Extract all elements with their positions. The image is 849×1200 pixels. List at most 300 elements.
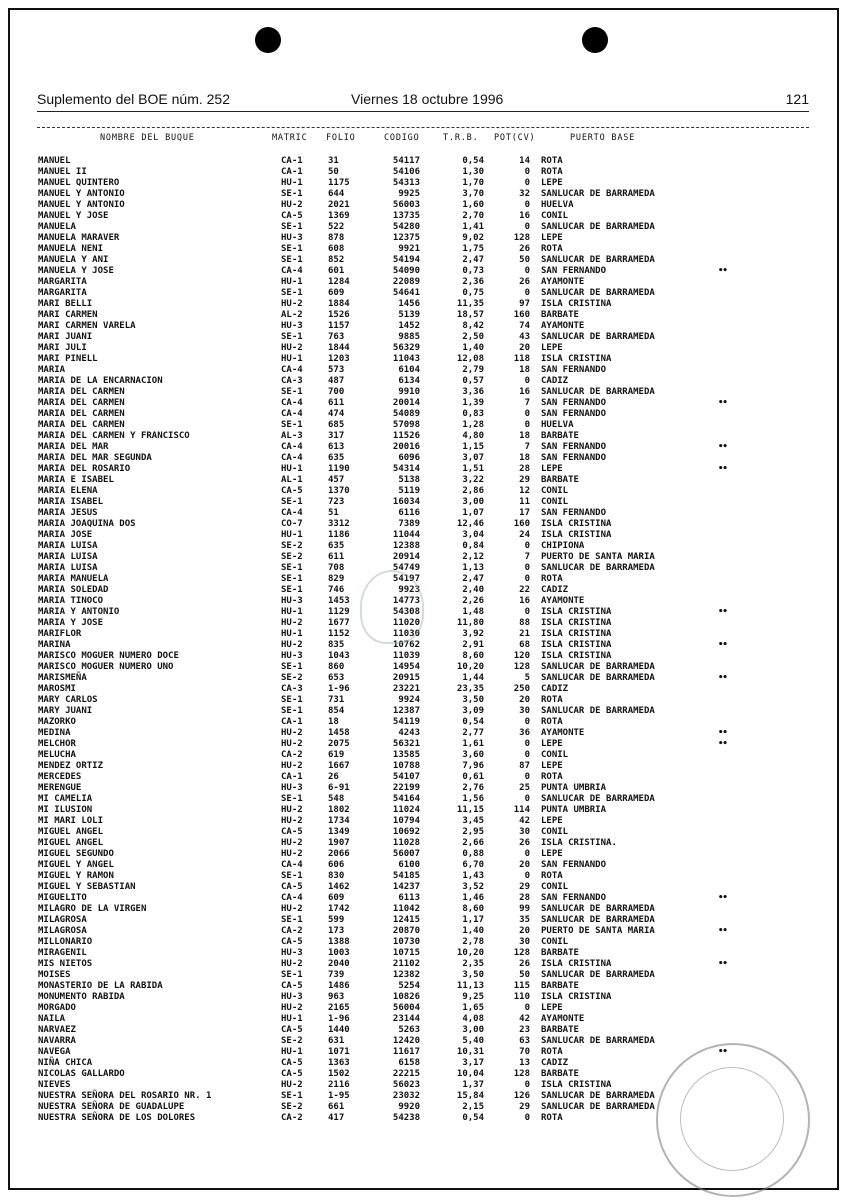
- trb: 2,26: [462, 596, 484, 606]
- vessel-name: MARIA ELENA: [38, 486, 98, 496]
- codigo: 54197: [392, 574, 420, 584]
- matric: CA-1: [281, 717, 303, 727]
- codigo: 9885: [398, 332, 420, 342]
- trb: 3,17: [462, 1058, 484, 1068]
- matric: CA-4: [281, 893, 303, 903]
- codigo: 6100: [398, 860, 420, 870]
- table-row: [0, 607, 849, 618]
- puerto-base: BARBATE: [541, 310, 579, 320]
- table-row: [0, 717, 849, 728]
- trb: 3,70: [462, 189, 484, 199]
- codigo: 12388: [392, 541, 420, 551]
- vessel-name: MARIFLOR: [38, 629, 82, 639]
- vessel-name: NARVAEZ: [38, 1025, 76, 1035]
- trb: 0,83: [462, 409, 484, 419]
- vessel-name: MERENGUE: [38, 783, 82, 793]
- table-row: [0, 728, 849, 739]
- vessel-name: MARI CARMEN: [38, 310, 98, 320]
- trb: 1,41: [462, 222, 484, 232]
- table-row: [0, 431, 849, 442]
- codigo: 23032: [392, 1091, 420, 1101]
- puerto-base: AYAMONTE: [541, 596, 585, 606]
- folio: 1157: [328, 321, 350, 331]
- matric: CA-4: [281, 860, 303, 870]
- codigo: 12382: [392, 970, 420, 980]
- table-row: [0, 211, 849, 222]
- codigo: 56003: [392, 200, 420, 210]
- trb: 1,15: [462, 442, 484, 452]
- pot: 88: [519, 618, 530, 628]
- codigo: 54238: [392, 1113, 420, 1123]
- vessel-name: MARGARITA: [38, 288, 87, 298]
- trb: 3,07: [462, 453, 484, 463]
- vessel-name: NAVEGA: [38, 1047, 71, 1057]
- pot: 25: [519, 783, 530, 793]
- puerto-base: CHIPIONA: [541, 541, 585, 551]
- table-row: [0, 882, 849, 893]
- folio: 1003: [328, 948, 350, 958]
- matric: HU-2: [281, 728, 303, 738]
- pot: 0: [524, 376, 530, 386]
- vessel-table: [0, 156, 849, 1124]
- table-row: [0, 695, 849, 706]
- folio: 609: [328, 893, 345, 903]
- table-row: [0, 178, 849, 189]
- puerto-base: SANLUCAR DE BARRAMEDA: [541, 563, 655, 573]
- matric: CA-5: [281, 211, 303, 221]
- pot: 160: [513, 519, 530, 529]
- matric: SE-2: [281, 673, 303, 683]
- matric: SE-1: [281, 189, 303, 199]
- marker: ••: [718, 959, 727, 969]
- table-row: [0, 398, 849, 409]
- marker: ••: [718, 728, 727, 738]
- puerto-base: SANLUCAR DE BARRAMEDA: [541, 288, 655, 298]
- folio: 1802: [328, 805, 350, 815]
- pot: 36: [519, 728, 530, 738]
- trb: 3,09: [462, 706, 484, 716]
- folio: 878: [328, 233, 345, 243]
- marker: ••: [718, 607, 727, 617]
- vessel-name: MARIA Y JOSE: [38, 618, 104, 628]
- pot: 128: [513, 948, 530, 958]
- pot: 128: [513, 233, 530, 243]
- matric: SE-1: [281, 420, 303, 430]
- folio: 1370: [328, 486, 350, 496]
- trb: 9,25: [462, 992, 484, 1002]
- puerto-base: BARBATE: [541, 475, 579, 485]
- table-row: [0, 970, 849, 981]
- codigo: 56321: [392, 739, 420, 749]
- folio: 1203: [328, 354, 350, 364]
- table-row: [0, 1003, 849, 1014]
- table-row: [0, 772, 849, 783]
- trb: 3,45: [462, 816, 484, 826]
- matric: HU-2: [281, 1003, 303, 1013]
- matric: HU-3: [281, 233, 303, 243]
- pot: 28: [519, 464, 530, 474]
- table-row: [0, 618, 849, 629]
- puerto-base: LEPE: [541, 178, 563, 188]
- pot: 32: [519, 189, 530, 199]
- puerto-base: CONIL: [541, 827, 569, 837]
- codigo: 10762: [392, 640, 420, 650]
- matric: SE-1: [281, 387, 303, 397]
- trb: 10,20: [456, 948, 484, 958]
- pot: 87: [519, 761, 530, 771]
- pot: 7: [524, 442, 530, 452]
- pot: 250: [513, 684, 530, 694]
- trb: 2,50: [462, 332, 484, 342]
- trb: 3,50: [462, 695, 484, 705]
- vessel-name: MIGUEL Y SEBASTIAN: [38, 882, 136, 892]
- table-row: [0, 376, 849, 387]
- pot: 16: [519, 211, 530, 221]
- codigo: 9925: [398, 189, 420, 199]
- puerto-base: ROTA: [541, 695, 563, 705]
- puerto-base: CADIZ: [541, 1058, 569, 1068]
- trb: 1,30: [462, 167, 484, 177]
- table-row: [0, 343, 849, 354]
- pot: 0: [524, 178, 530, 188]
- matric: CA-3: [281, 376, 303, 386]
- trb: 1,75: [462, 244, 484, 254]
- vessel-name: NUESTRA SEÑORA DE LOS DOLORES: [38, 1113, 196, 1123]
- pot: 23: [519, 1025, 530, 1035]
- codigo: 23221: [392, 684, 420, 694]
- folio: 2075: [328, 739, 350, 749]
- table-row: [0, 849, 849, 860]
- vessel-name: MARIA JOSE: [38, 530, 93, 540]
- trb: 1,56: [462, 794, 484, 804]
- folio: 1742: [328, 904, 350, 914]
- table-row: [0, 255, 849, 266]
- vessel-name: NICOLAS GALLARDO: [38, 1069, 125, 1079]
- puerto-base: ROTA: [541, 717, 563, 727]
- folio: 2021: [328, 200, 350, 210]
- trb: 10,04: [456, 1069, 484, 1079]
- pot: 24: [519, 530, 530, 540]
- puerto-base: ROTA: [541, 574, 563, 584]
- pot: 128: [513, 662, 530, 672]
- marker: ••: [718, 739, 727, 749]
- vessel-name: MANUEL Y ANTONIO: [38, 200, 125, 210]
- puerto-base: SANLUCAR DE BARRAMEDA: [541, 794, 655, 804]
- folio: 1-95: [328, 1091, 350, 1101]
- codigo: 54280: [392, 222, 420, 232]
- table-row: [0, 640, 849, 651]
- pot: 26: [519, 277, 530, 287]
- puerto-base: LEPE: [541, 1003, 563, 1013]
- pot: 68: [519, 640, 530, 650]
- folio: 31: [328, 156, 339, 166]
- matric: HU-2: [281, 838, 303, 848]
- trb: 1,46: [462, 893, 484, 903]
- vessel-name: MARIA DE LA ENCARNACION: [38, 376, 163, 386]
- matric: HU-3: [281, 992, 303, 1002]
- vessel-name: MI ILUSION: [38, 805, 93, 815]
- puerto-base: SANLUCAR DE BARRAMEDA: [541, 332, 655, 342]
- pot: 42: [519, 1014, 530, 1024]
- puerto-base: SANLUCAR DE BARRAMEDA: [541, 915, 655, 925]
- matric: CA-3: [281, 684, 303, 694]
- pot: 14: [519, 156, 530, 166]
- folio: 1284: [328, 277, 350, 287]
- pot: 43: [519, 332, 530, 342]
- matric: HU-1: [281, 530, 303, 540]
- matric: SE-1: [281, 662, 303, 672]
- codigo: 11020: [392, 618, 420, 628]
- puerto-base: SAN FERNANDO: [541, 442, 607, 452]
- puerto-base: SANLUCAR DE BARRAMEDA: [541, 1102, 655, 1112]
- codigo: 9924: [398, 695, 420, 705]
- pot: 97: [519, 299, 530, 309]
- matric: CA-4: [281, 409, 303, 419]
- marker: ••: [718, 442, 727, 452]
- puerto-base: SANLUCAR DE BARRAMEDA: [541, 1091, 655, 1101]
- codigo: 9921: [398, 244, 420, 254]
- puerto-base: LEPE: [541, 233, 563, 243]
- trb: 2,70: [462, 211, 484, 221]
- matric: HU-3: [281, 651, 303, 661]
- pot: 0: [524, 1113, 530, 1123]
- matric: CA-1: [281, 167, 303, 177]
- pot: 26: [519, 959, 530, 969]
- table-row: [0, 299, 849, 310]
- table-row: [0, 838, 849, 849]
- trb: 3,92: [462, 629, 484, 639]
- puerto-base: PUERTO DE SANTA MARIA: [541, 926, 655, 936]
- matric: CA-5: [281, 827, 303, 837]
- codigo: 22215: [392, 1069, 420, 1079]
- trb: 12,08: [456, 354, 484, 364]
- trb: 1,43: [462, 871, 484, 881]
- pot: 0: [524, 717, 530, 727]
- trb: 0,84: [462, 541, 484, 551]
- pot: 0: [524, 1080, 530, 1090]
- trb: 0,54: [462, 1113, 484, 1123]
- puerto-base: AYAMONTE: [541, 321, 585, 331]
- vessel-name: MIGUELITO: [38, 893, 87, 903]
- matric: SE-1: [281, 915, 303, 925]
- puerto-base: ISLA CRISTINA: [541, 1080, 612, 1090]
- matric: HU-1: [281, 178, 303, 188]
- folio: 739: [328, 970, 345, 980]
- matric: CA-1: [281, 156, 303, 166]
- codigo: 12420: [392, 1036, 420, 1046]
- folio: 317: [328, 431, 345, 441]
- codigo: 10730: [392, 937, 420, 947]
- matric: SE-2: [281, 552, 303, 562]
- matric: HU-2: [281, 1080, 303, 1090]
- punch-hole: [255, 27, 281, 53]
- codigo: 6104: [398, 365, 420, 375]
- puerto-base: LEPE: [541, 849, 563, 859]
- table-row: [0, 563, 849, 574]
- puerto-base: CADIZ: [541, 684, 569, 694]
- trb: 2,91: [462, 640, 484, 650]
- folio: 1388: [328, 937, 350, 947]
- trb: 1,17: [462, 915, 484, 925]
- trb: 2,47: [462, 574, 484, 584]
- codigo: 54089: [392, 409, 420, 419]
- codigo: 56329: [392, 343, 420, 353]
- trb: 2,78: [462, 937, 484, 947]
- folio: 609: [328, 288, 345, 298]
- pot: 30: [519, 706, 530, 716]
- pot: 11: [519, 497, 530, 507]
- folio: 854: [328, 706, 345, 716]
- codigo: 13735: [392, 211, 420, 221]
- pot: 22: [519, 585, 530, 595]
- table-row: [0, 486, 849, 497]
- folio: 763: [328, 332, 345, 342]
- folio: 830: [328, 871, 345, 881]
- folio: 474: [328, 409, 345, 419]
- matric: HU-1: [281, 629, 303, 639]
- puerto-base: LEPE: [541, 343, 563, 353]
- table-row: [0, 387, 849, 398]
- vessel-name: MILLONARIO: [38, 937, 93, 947]
- puerto-base: PUNTA UMBRIA: [541, 805, 607, 815]
- vessel-name: NUESTRA SEÑORA DEL ROSARIO NR. 1: [38, 1091, 212, 1101]
- folio: 601: [328, 266, 345, 276]
- table-row: [0, 530, 849, 541]
- official-stamp: [656, 1043, 810, 1197]
- pot: 35: [519, 915, 530, 925]
- puerto-base: ROTA: [541, 167, 563, 177]
- trb: 3,36: [462, 387, 484, 397]
- codigo: 54641: [392, 288, 420, 298]
- trb: 2,35: [462, 959, 484, 969]
- trb: 2,15: [462, 1102, 484, 1112]
- puerto-base: LEPE: [541, 464, 563, 474]
- table-row: [0, 475, 849, 486]
- trb: 3,50: [462, 970, 484, 980]
- folio: 1458: [328, 728, 350, 738]
- puerto-base: SAN FERNANDO: [541, 860, 607, 870]
- pot: 16: [519, 596, 530, 606]
- folio: 573: [328, 365, 345, 375]
- pot: 0: [524, 849, 530, 859]
- codigo: 54194: [392, 255, 420, 265]
- vessel-name: MARISMEÑA: [38, 673, 87, 683]
- codigo: 54308: [392, 607, 420, 617]
- pot: 20: [519, 695, 530, 705]
- table-row: [0, 816, 849, 827]
- trb: 2,95: [462, 827, 484, 837]
- trb: 1,28: [462, 420, 484, 430]
- trb: 1,07: [462, 508, 484, 518]
- puerto-base: ROTA: [541, 1047, 563, 1057]
- table-row: [0, 321, 849, 332]
- vessel-name: MARIA TINOCO: [38, 596, 104, 606]
- pot: 29: [519, 475, 530, 485]
- folio: 417: [328, 1113, 345, 1123]
- trb: 2,12: [462, 552, 484, 562]
- col-header-trb: T.R.B.: [443, 133, 479, 143]
- codigo: 54119: [392, 717, 420, 727]
- pot: 18: [519, 365, 530, 375]
- matric: CA-2: [281, 926, 303, 936]
- table-row: [0, 464, 849, 475]
- pot: 0: [524, 420, 530, 430]
- puerto-base: SANLUCAR DE BARRAMEDA: [541, 706, 655, 716]
- puerto-base: SAN FERNANDO: [541, 409, 607, 419]
- vessel-name: MARIA LUISA: [38, 552, 98, 562]
- puerto-base: LEPE: [541, 761, 563, 771]
- matric: HU-2: [281, 618, 303, 628]
- pot: 13: [519, 1058, 530, 1068]
- folio: 1667: [328, 761, 350, 771]
- puerto-base: ISLA CRISTINA: [541, 519, 612, 529]
- vessel-name: MARIA DEL ROSARIO: [38, 464, 131, 474]
- puerto-base: CONIL: [541, 937, 569, 947]
- folio: 619: [328, 750, 345, 760]
- puerto-base: PUNTA UMBRIA: [541, 783, 607, 793]
- vessel-name: MILAGRO DE LA VIRGEN: [38, 904, 147, 914]
- table-row: [0, 277, 849, 288]
- matric: SE-1: [281, 1091, 303, 1101]
- trb: 0,61: [462, 772, 484, 782]
- matric: HU-1: [281, 1014, 303, 1024]
- matric: CA-4: [281, 266, 303, 276]
- vessel-name: MARISCO MOGUER NUMERO UNO: [38, 662, 174, 672]
- folio: 1363: [328, 1058, 350, 1068]
- folio: 1502: [328, 1069, 350, 1079]
- vessel-name: MONASTERIO DE LA RABIDA: [38, 981, 163, 991]
- folio: 1129: [328, 607, 350, 617]
- codigo: 54313: [392, 178, 420, 188]
- table-row: [0, 156, 849, 167]
- codigo: 22089: [392, 277, 420, 287]
- trb: 1,44: [462, 673, 484, 683]
- pot: 0: [524, 222, 530, 232]
- trb: 11,80: [456, 618, 484, 628]
- puerto-base: ROTA: [541, 156, 563, 166]
- matric: HU-1: [281, 277, 303, 287]
- pot: 74: [519, 321, 530, 331]
- matric: CA-2: [281, 750, 303, 760]
- matric: CA-4: [281, 398, 303, 408]
- vessel-name: MIGUEL ANGEL: [38, 838, 104, 848]
- marker: ••: [718, 893, 727, 903]
- folio: 1349: [328, 827, 350, 837]
- puerto-base: AYAMONTE: [541, 277, 585, 287]
- matric: CA-4: [281, 453, 303, 463]
- pot: 0: [524, 871, 530, 881]
- puerto-base: ISLA CRISTINA: [541, 992, 612, 1002]
- table-row: [0, 354, 849, 365]
- marker: ••: [718, 673, 727, 683]
- matric: HU-2: [281, 739, 303, 749]
- folio: 685: [328, 420, 345, 430]
- trb: 7,96: [462, 761, 484, 771]
- codigo: 9910: [398, 387, 420, 397]
- dashed-rule: [37, 127, 809, 128]
- table-row: [0, 200, 849, 211]
- trb: 1,61: [462, 739, 484, 749]
- trb: 11,35: [456, 299, 484, 309]
- puerto-base: BARBATE: [541, 1069, 579, 1079]
- matric: CA-4: [281, 442, 303, 452]
- table-row: [0, 310, 849, 321]
- trb: 11,13: [456, 981, 484, 991]
- codigo: 54749: [392, 563, 420, 573]
- matric: SE-2: [281, 541, 303, 551]
- trb: 3,60: [462, 750, 484, 760]
- codigo: 11617: [392, 1047, 420, 1057]
